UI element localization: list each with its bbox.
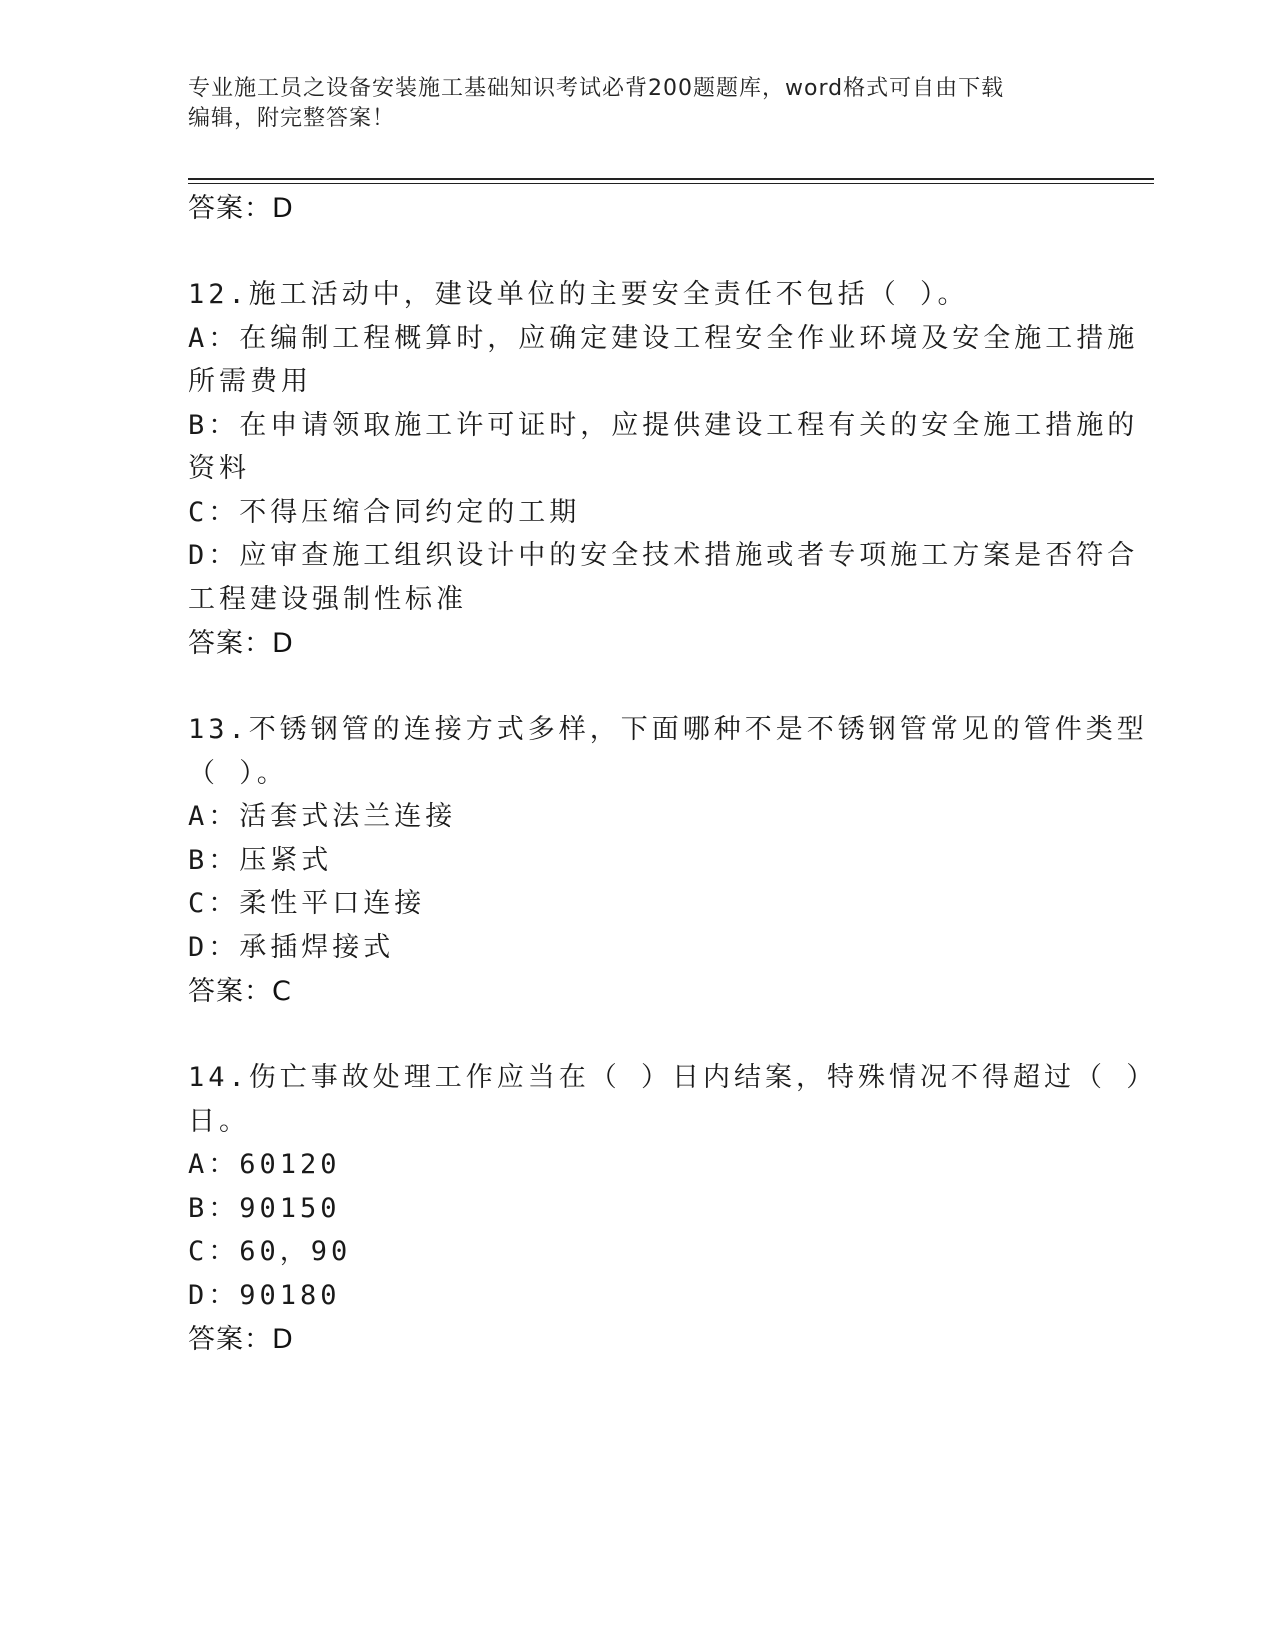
q13-answer: 答案：C [188, 976, 292, 1007]
q14-stem-line2: 日。 [188, 1106, 250, 1137]
header-rule-thick [188, 178, 1154, 180]
q14-option-b: B：90150 [188, 1193, 341, 1224]
q14-stem-line1: 14.伤亡事故处理工作应当在（ ）日内结案，特殊情况不得超过（ ） [188, 1062, 1158, 1093]
q12-option-b-line1: B：在申请领取施工许可证时，应提供建设工程有关的安全施工措施的 [188, 410, 1139, 441]
q13-option-c: C：柔性平口连接 [188, 888, 426, 919]
q14-option-a: A：60120 [188, 1149, 341, 1180]
answer-previous: 答案：D [188, 193, 294, 224]
q14-answer: 答案：D [188, 1324, 294, 1355]
header-line-2: 编辑，附完整答案！ [188, 106, 396, 131]
q12-option-a-line1: A：在编制工程概算时，应确定建设工程安全作业环境及安全施工措施 [188, 323, 1139, 354]
q12-option-b-line2: 资料 [188, 453, 250, 484]
q12-answer: 答案：D [188, 628, 294, 659]
document-header [188, 74, 1068, 134]
q13-option-b: B：压紧式 [188, 845, 333, 876]
q12-option-c: C：不得压缩合同约定的工期 [188, 497, 581, 528]
q13-stem-line1: 13.不锈钢管的连接方式多样，下面哪种不是不锈钢管常见的管件类型 [188, 714, 1148, 745]
q14-option-d: D：90180 [188, 1280, 341, 1311]
q13-option-d: D：承插焊接式 [188, 932, 395, 963]
q12-option-a-line2: 所需费用 [188, 366, 312, 397]
q14-option-c: C：60，90 [188, 1236, 352, 1267]
q13-option-a: A：活套式法兰连接 [188, 801, 457, 832]
q13-stem-line2: （ ）。 [188, 758, 288, 789]
q12-option-d-line2: 工程建设强制性标准 [188, 584, 467, 615]
header-line-1: 专业施工员之设备安装施工基础知识考试必背200题题库，word格式可自由下载 [188, 76, 1005, 101]
q12-stem: 12.施工活动中，建设单位的主要安全责任不包括（ ）。 [188, 279, 969, 310]
header-rule-thin [188, 183, 1154, 184]
q12-option-d-line1: D：应审查施工组织设计中的安全技术措施或者专项施工方案是否符合 [188, 540, 1139, 571]
